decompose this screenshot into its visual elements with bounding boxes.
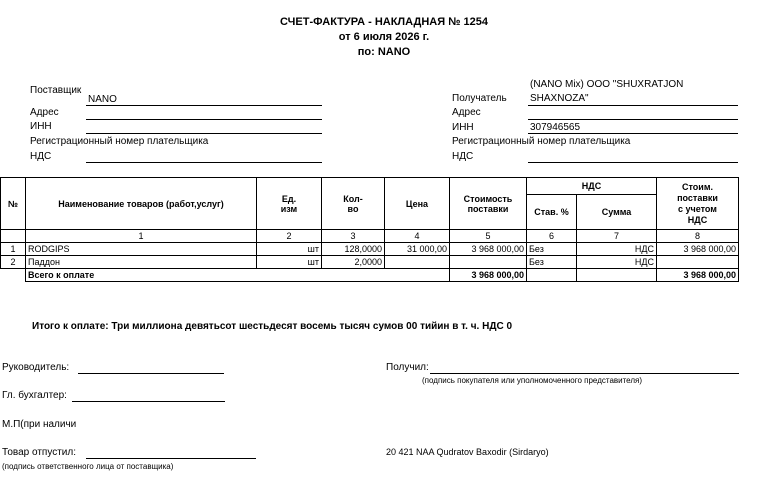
row-cost: 3 968 000,00: [450, 243, 527, 256]
col-number: 7: [577, 230, 657, 243]
header-vat-sum: Сумма: [577, 195, 657, 230]
supplier-value: NANO: [88, 94, 117, 105]
header-no: №: [1, 178, 26, 230]
header-vat-rate: Став. %: [527, 195, 577, 230]
row-price: [385, 256, 450, 269]
recipient-label: Получатель: [452, 93, 507, 104]
row-price: 31 000,00: [385, 243, 450, 256]
row-cost: [450, 256, 527, 269]
row-name: RODGIPS: [26, 243, 257, 256]
table-row: [1, 256, 739, 269]
supplier-address-line: [86, 119, 322, 120]
received-label: Получил:: [386, 362, 429, 373]
summary-text: Итого к оплате: Три миллиона девятьсот шестьдесят восемь тысяч сумов 00 тийин в т. ч. НДС 0: [32, 321, 513, 332]
row-name: Паддон: [26, 256, 257, 269]
row-unit: шт: [257, 243, 322, 256]
supplier-inn-label: ИНН: [30, 121, 52, 132]
header-price: Цена: [385, 178, 450, 230]
received-note: (подпись покупателя или уполномоченного представителя): [422, 376, 643, 385]
supplier-address-label: Адрес: [30, 107, 59, 118]
header-qty: Кол- во: [322, 178, 385, 230]
recipient-address-label: Адрес: [452, 107, 481, 118]
released-signature-line: [86, 458, 256, 459]
recipient-vat-line: [528, 162, 738, 163]
supplier-vat-line: [86, 162, 322, 163]
supplier-label: Поставщик: [30, 85, 82, 96]
col-number: 1: [26, 230, 257, 243]
released-label: Товар отпустил:: [2, 447, 76, 458]
row-vat-sum: НДС: [577, 243, 657, 256]
totals-label: Всего к оплате: [26, 269, 450, 282]
recipient-vat-label: НДС: [452, 151, 474, 162]
header-cost: Стоимость поставки: [450, 178, 527, 230]
director-signature-line: [78, 373, 224, 374]
recipient-value-line2: SHAXNOZA": [530, 93, 589, 104]
recipient-address-line: [528, 119, 738, 120]
row-no: 1: [1, 243, 26, 256]
header-total: Стоим. поставки с учетом НДС: [657, 178, 739, 230]
row-total: [657, 256, 739, 269]
supplier-inn-line: [86, 133, 322, 134]
row-no: 2: [1, 256, 26, 269]
col-number: 2: [257, 230, 322, 243]
header-unit: Ед. изм: [257, 178, 322, 230]
col-number: 4: [385, 230, 450, 243]
document-date: от 6 июля 2026 г.: [338, 31, 430, 43]
accountant-label: Гл. бухгалтер:: [2, 390, 67, 401]
recipient-inn-label: ИНН: [452, 122, 474, 133]
recipient-line: [528, 105, 738, 106]
col-number: 8: [657, 230, 739, 243]
received-signature-line: [430, 373, 739, 374]
released-note: (подпись ответственного лица от поставщика): [2, 462, 174, 471]
row-total: 3 968 000,00: [657, 243, 739, 256]
header-name: Наименование товаров (работ,услуг): [26, 178, 257, 230]
row-qty: 128,0000: [322, 243, 385, 256]
recipient-inn-value: 307946565: [530, 122, 581, 133]
recipient-value-line1: (NANO Mix) ООО "SHUXRATJON: [530, 79, 684, 90]
row-vat-rate: Без: [527, 256, 577, 269]
totals-cost: 3 968 000,00: [450, 269, 527, 282]
footer-right-text: 20 421 NAA Qudratov Baxodir (Sirdaryo): [386, 447, 549, 457]
stamp-label: М.П(при наличи: [2, 419, 77, 430]
accountant-signature-line: [72, 401, 225, 402]
supplier-vat-label: НДС: [30, 151, 52, 162]
director-label: Руководитель:: [2, 362, 70, 373]
totals-row: [1, 269, 739, 282]
document-basis: по: NANO: [357, 46, 411, 58]
items-table: [0, 177, 739, 282]
row-qty: 2,0000: [322, 256, 385, 269]
document-title: СЧЕТ-ФАКТУРА - НАКЛАДНАЯ № 1254: [280, 16, 488, 28]
table-row: [1, 243, 739, 256]
recipient-reg-label: Регистрационный номер плательщика: [452, 136, 631, 147]
row-unit: шт: [257, 256, 322, 269]
col-number: 6: [527, 230, 577, 243]
recipient-inn-line: [528, 133, 738, 134]
totals-total: 3 968 000,00: [657, 269, 739, 282]
supplier-line: [86, 105, 322, 106]
col-number: 5: [450, 230, 527, 243]
supplier-reg-label: Регистрационный номер плательщика: [30, 136, 209, 147]
header-vat: НДС: [527, 178, 657, 195]
col-number: 3: [322, 230, 385, 243]
row-vat-rate: Без: [527, 243, 577, 256]
row-vat-sum: НДС: [577, 256, 657, 269]
